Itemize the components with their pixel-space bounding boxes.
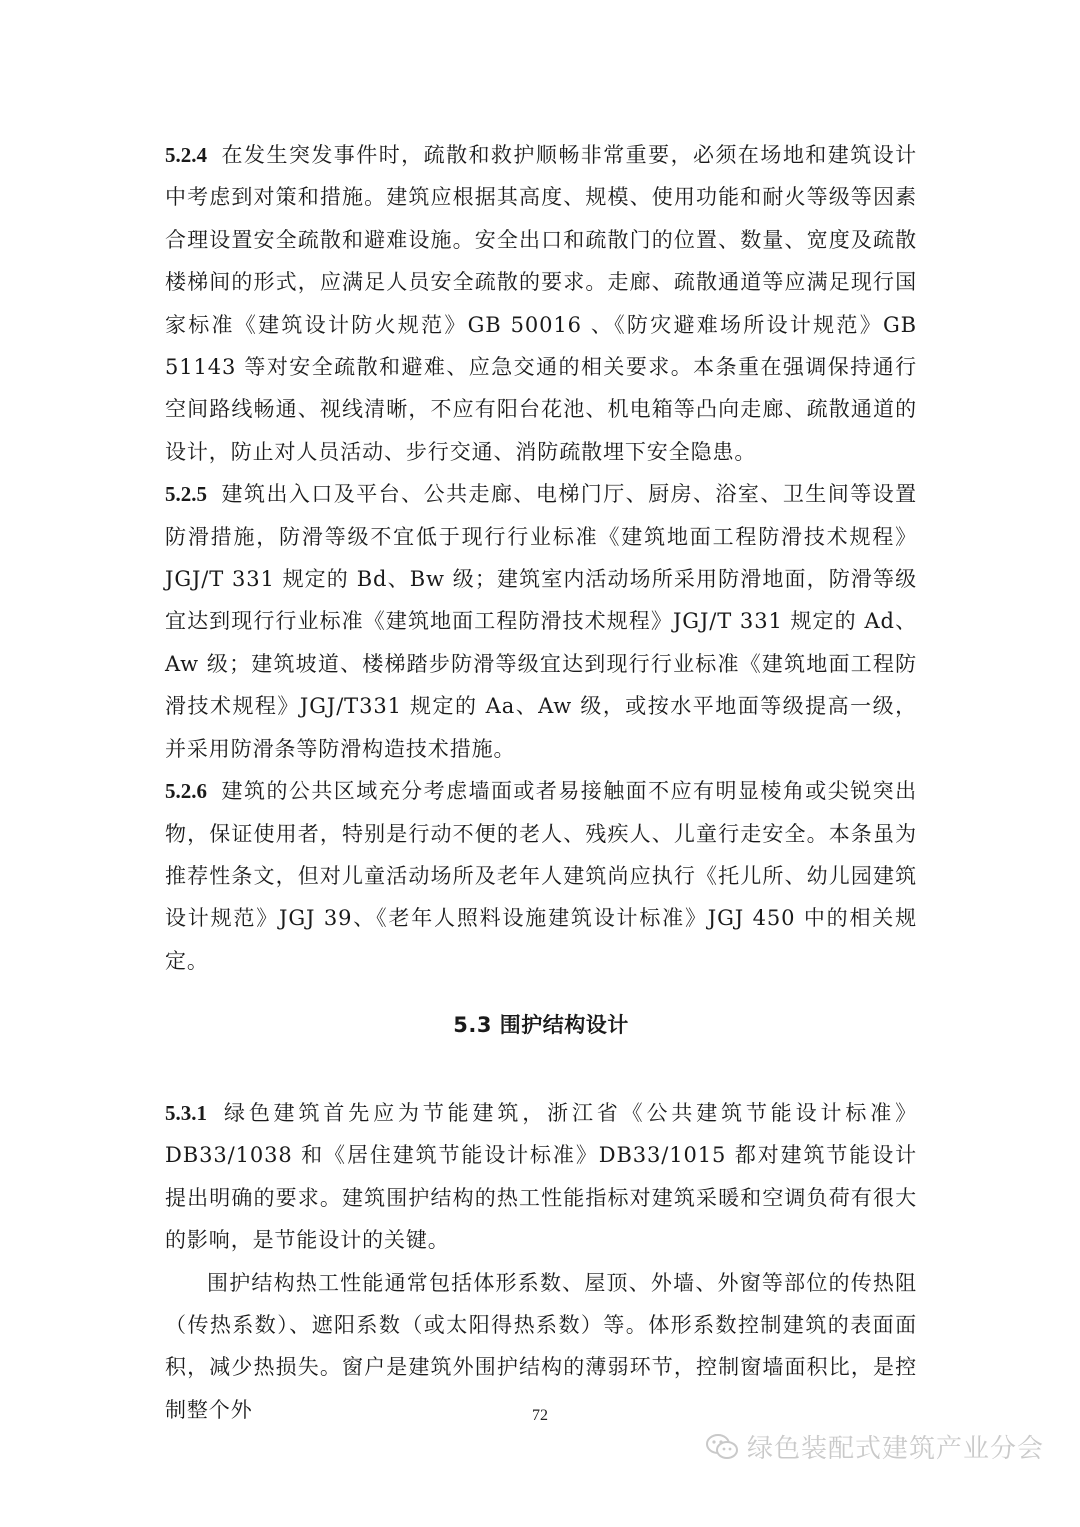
- section-5-3-body: [165, 1092, 917, 1431]
- clause-text: 绿色建筑首先应为节能建筑，浙江省《公共建筑节能设计标准》DB33/1038 和《居住建筑节能设计标准》DB33/1015 都对建筑节能设计提出明确的要求。建筑围护结构的热工性能指标对建筑采暖和空调负荷有很大的影响，是节能设计的关键。: [165, 1101, 917, 1253]
- clause-text: 建筑的公共区域充分考虑墙面或者易接触面不应有明显棱角或尖锐突出物，保证使用者，特别是行动不便的老人、残疾人、儿童行走安全。本条虽为推荐性条文，但对儿童活动场所及老年人建筑尚应执行《托儿所、幼儿园建筑设计规范》JGJ 39、《老年人照料设施建筑设计标准》JGJ 450 中的相关规定。: [165, 779, 917, 973]
- clause-text: 建筑出入口及平台、公共走廊、电梯门厅、厨房、浴室、卫生间等设置防滑措施，防滑等级不宜低于现行行业标准《建筑地面工程防滑技术规程》JGJ/T 331 规定的 Bd、Bw 级；建筑室内活动场所采用防滑地面，防滑等级宜达到现行行业标准《建筑地面工程防滑技术规程》JGJ/T 331 规定的 Ad、Aw 级；建筑坡道、楼梯踏步防滑等级宜达到现行行业标准《建筑地面工程防滑技术规程》JGJ/T331 规定的 Aa、Aw 级，或按水平地面等级提高一级，并采用防滑条等防滑构造技术措施。: [165, 482, 917, 761]
- body-paragraph: 围护结构热工性能通常包括体形系数、屋顶、外墙、外窗等部位的传热阻（传热系数）、遮阳系数（或太阳得热系数）等。体形系数控制建筑的表面面积，减少热损失。窗户是建筑外围护结构的薄弱环节，控制窗墙面积比，是控制整个外: [165, 1270, 917, 1422]
- clause-text: 在发生突发事件时，疏散和救护顺畅非常重要，必须在场地和建筑设计中考虑到对策和措施。建筑应根据其高度、规模、使用功能和耐火等级等因素合理设置安全疏散和避难设施。安全出口和疏散门的位置、数量、宽度及疏散楼梯间的形式，应满足人员安全疏散的要求。走廊、疏散通道等应满足现行国家标准《建筑设计防火规范》GB 50016 、《防灾避难场所设计规范》GB 51143 等对安全疏散和避难、应急交通的相关要求。本条重在强调保持通行空间路线畅通、视线清晰，不应有阳台花池、机电箱等凸向走廊、疏散通道的设计，防止对人员活动、步行交通、消防疏散埋下安全隐患。: [165, 143, 917, 464]
- watermark: [705, 1428, 1044, 1465]
- wechat-icon: [705, 1432, 739, 1462]
- page-number: 72: [532, 1407, 548, 1424]
- clause-number: 5.3.1: [165, 1101, 207, 1125]
- clause-number: 5.2.6: [165, 779, 207, 804]
- clause-5-2-5: [165, 473, 917, 770]
- section-heading: 5.3 围护结构设计: [453, 1013, 629, 1037]
- clause-number: 5.2.5: [165, 482, 207, 507]
- clause-5-2-4: [165, 134, 917, 473]
- clause-5-2-6: [165, 770, 917, 982]
- clauses-top: [165, 134, 917, 982]
- watermark-text: 绿色装配式建筑产业分会: [746, 1434, 1044, 1464]
- clause-5-3-1: [165, 1092, 917, 1262]
- clause-number: 5.2.4: [165, 143, 207, 167]
